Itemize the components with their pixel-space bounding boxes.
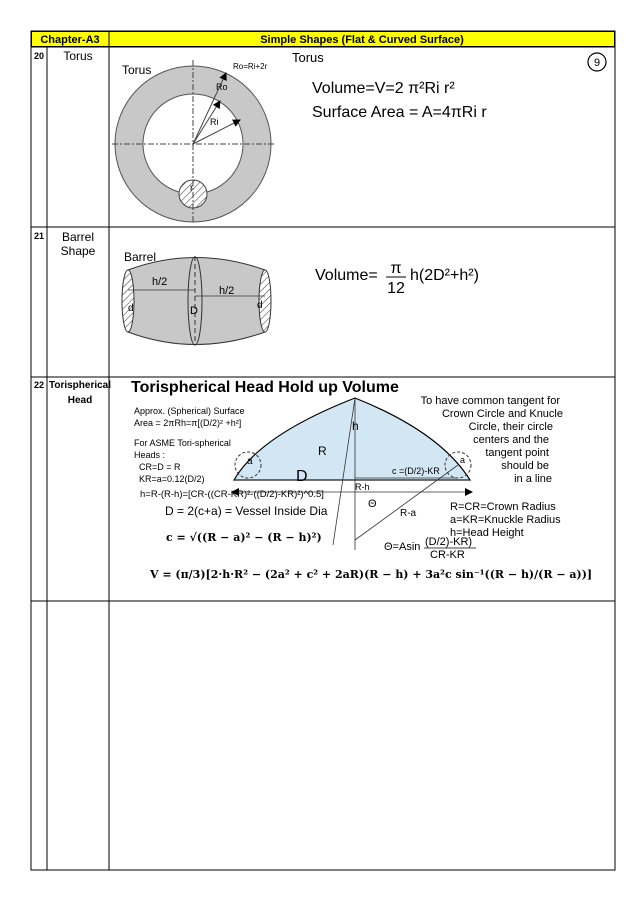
tori-title: Torispherical Head Hold up Volume — [131, 379, 399, 396]
tori-legend-2: a=KR=Knuckle Radius — [450, 514, 561, 526]
torus-heading: Torus — [292, 50, 324, 65]
tori-lbl-h: h — [352, 419, 359, 433]
torus-figure-label: Torus — [122, 63, 152, 77]
torus-surface: Surface Area = A=4πRi r — [312, 104, 487, 121]
tori-note-2: Crown Circle and Knucle — [441, 408, 563, 420]
barrel-d-right: d — [257, 300, 263, 311]
tori-note-7: in a line — [514, 473, 552, 485]
tori-asme-1: For ASME Tori-spherical — [134, 438, 231, 448]
tori-lbl-a-left: a — [247, 456, 253, 467]
torus-r: r — [190, 183, 194, 194]
barrel-h2-left: h/2 — [152, 276, 168, 288]
barrel-frac-num: π — [390, 260, 402, 277]
torus-ro-label: Ro=Ri+2r — [233, 62, 268, 71]
barrel-D: D — [190, 305, 198, 317]
barrel-figure-label: Barrel — [124, 250, 157, 264]
row-name-barrel-2: Shape — [60, 244, 96, 258]
tori-theta-den: CR-KR — [430, 549, 465, 561]
tori-d-formula: D = 2(c+a) = Vessel Inside Dia — [165, 504, 328, 518]
barrel-volume-rhs: h(2D²+h²) — [410, 267, 479, 284]
row-number-21: 21 — [34, 231, 45, 241]
torus-figure — [112, 58, 275, 226]
torus-ri: Ri — [210, 117, 219, 127]
tori-asme-2: Heads : — [134, 450, 166, 460]
tori-legend-3: h=Head Height — [450, 527, 524, 539]
tori-lbl-R: R — [318, 444, 327, 458]
tori-lbl-c: c =(D/2)-KR — [392, 466, 440, 476]
tori-lbl-theta: Θ — [368, 498, 377, 510]
row-name-tori-1: Torispherical — [48, 380, 112, 391]
tori-h-formula: h=R-(R-h)=[CR-((CR-KR)²-((D/2)-KR)²)^0.5] — [140, 489, 324, 500]
row-name-torus: Torus — [63, 49, 93, 63]
tori-note-5: tangent point — [485, 447, 549, 459]
chapter-label: Chapter-A3 — [40, 34, 100, 46]
tori-lbl-D: D — [296, 468, 308, 485]
tori-approx-1: Approx. (Spherical) Surface — [134, 406, 245, 416]
row-number-22: 22 — [34, 380, 45, 390]
row-name-barrel-1: Barrel — [61, 230, 95, 244]
tori-note-1: To have common tangent for — [420, 395, 560, 407]
tori-lbl-a-right: a — [460, 455, 466, 465]
barrel-frac-den: 12 — [387, 280, 405, 297]
tori-asme-3: CR=D = R — [139, 462, 181, 472]
tori-theta-num: (D/2)-KR) — [425, 536, 473, 548]
tori-note-3: Circle, their circle — [468, 421, 553, 433]
page-number: 9 — [593, 57, 601, 69]
row-name-tori-2: Head — [67, 395, 93, 406]
tori-lbl-Rh: R-h — [355, 482, 370, 492]
tori-note-6: should be — [501, 460, 549, 472]
tori-v-formula: V = (π/3)[2·h·R² − (2a² + c² + 2aR)(R − h) + 3a²c sin⁻¹((R − h)/(R − a))] — [150, 568, 593, 581]
torus-ro: Ro — [216, 82, 228, 92]
barrel-figure — [122, 256, 271, 345]
tori-asme-4: KR=a=0.12(D/2) — [139, 474, 205, 484]
barrel-volume-lhs: Volume= — [315, 267, 378, 284]
tori-approx-2: Area = 2πRh=π[(D/2)² +h²] — [134, 418, 242, 428]
row-number-20: 20 — [34, 51, 45, 61]
barrel-d-left: d — [128, 303, 134, 314]
tori-note-4: centers and the — [473, 434, 549, 446]
tori-c-formula: c = √((R − a)² − (R − h)²) — [166, 531, 322, 544]
barrel-h2-right: h/2 — [219, 285, 235, 297]
tori-theta-lhs: Θ=Asin — [384, 541, 421, 553]
chapter-title: Simple Shapes (Flat & Curved Surface) — [260, 34, 464, 46]
tori-lbl-Ra: R-a — [400, 508, 417, 519]
torus-volume: Volume=V=2 π²Ri r² — [312, 80, 455, 97]
tori-legend-1: R=CR=Crown Radius — [450, 501, 556, 513]
